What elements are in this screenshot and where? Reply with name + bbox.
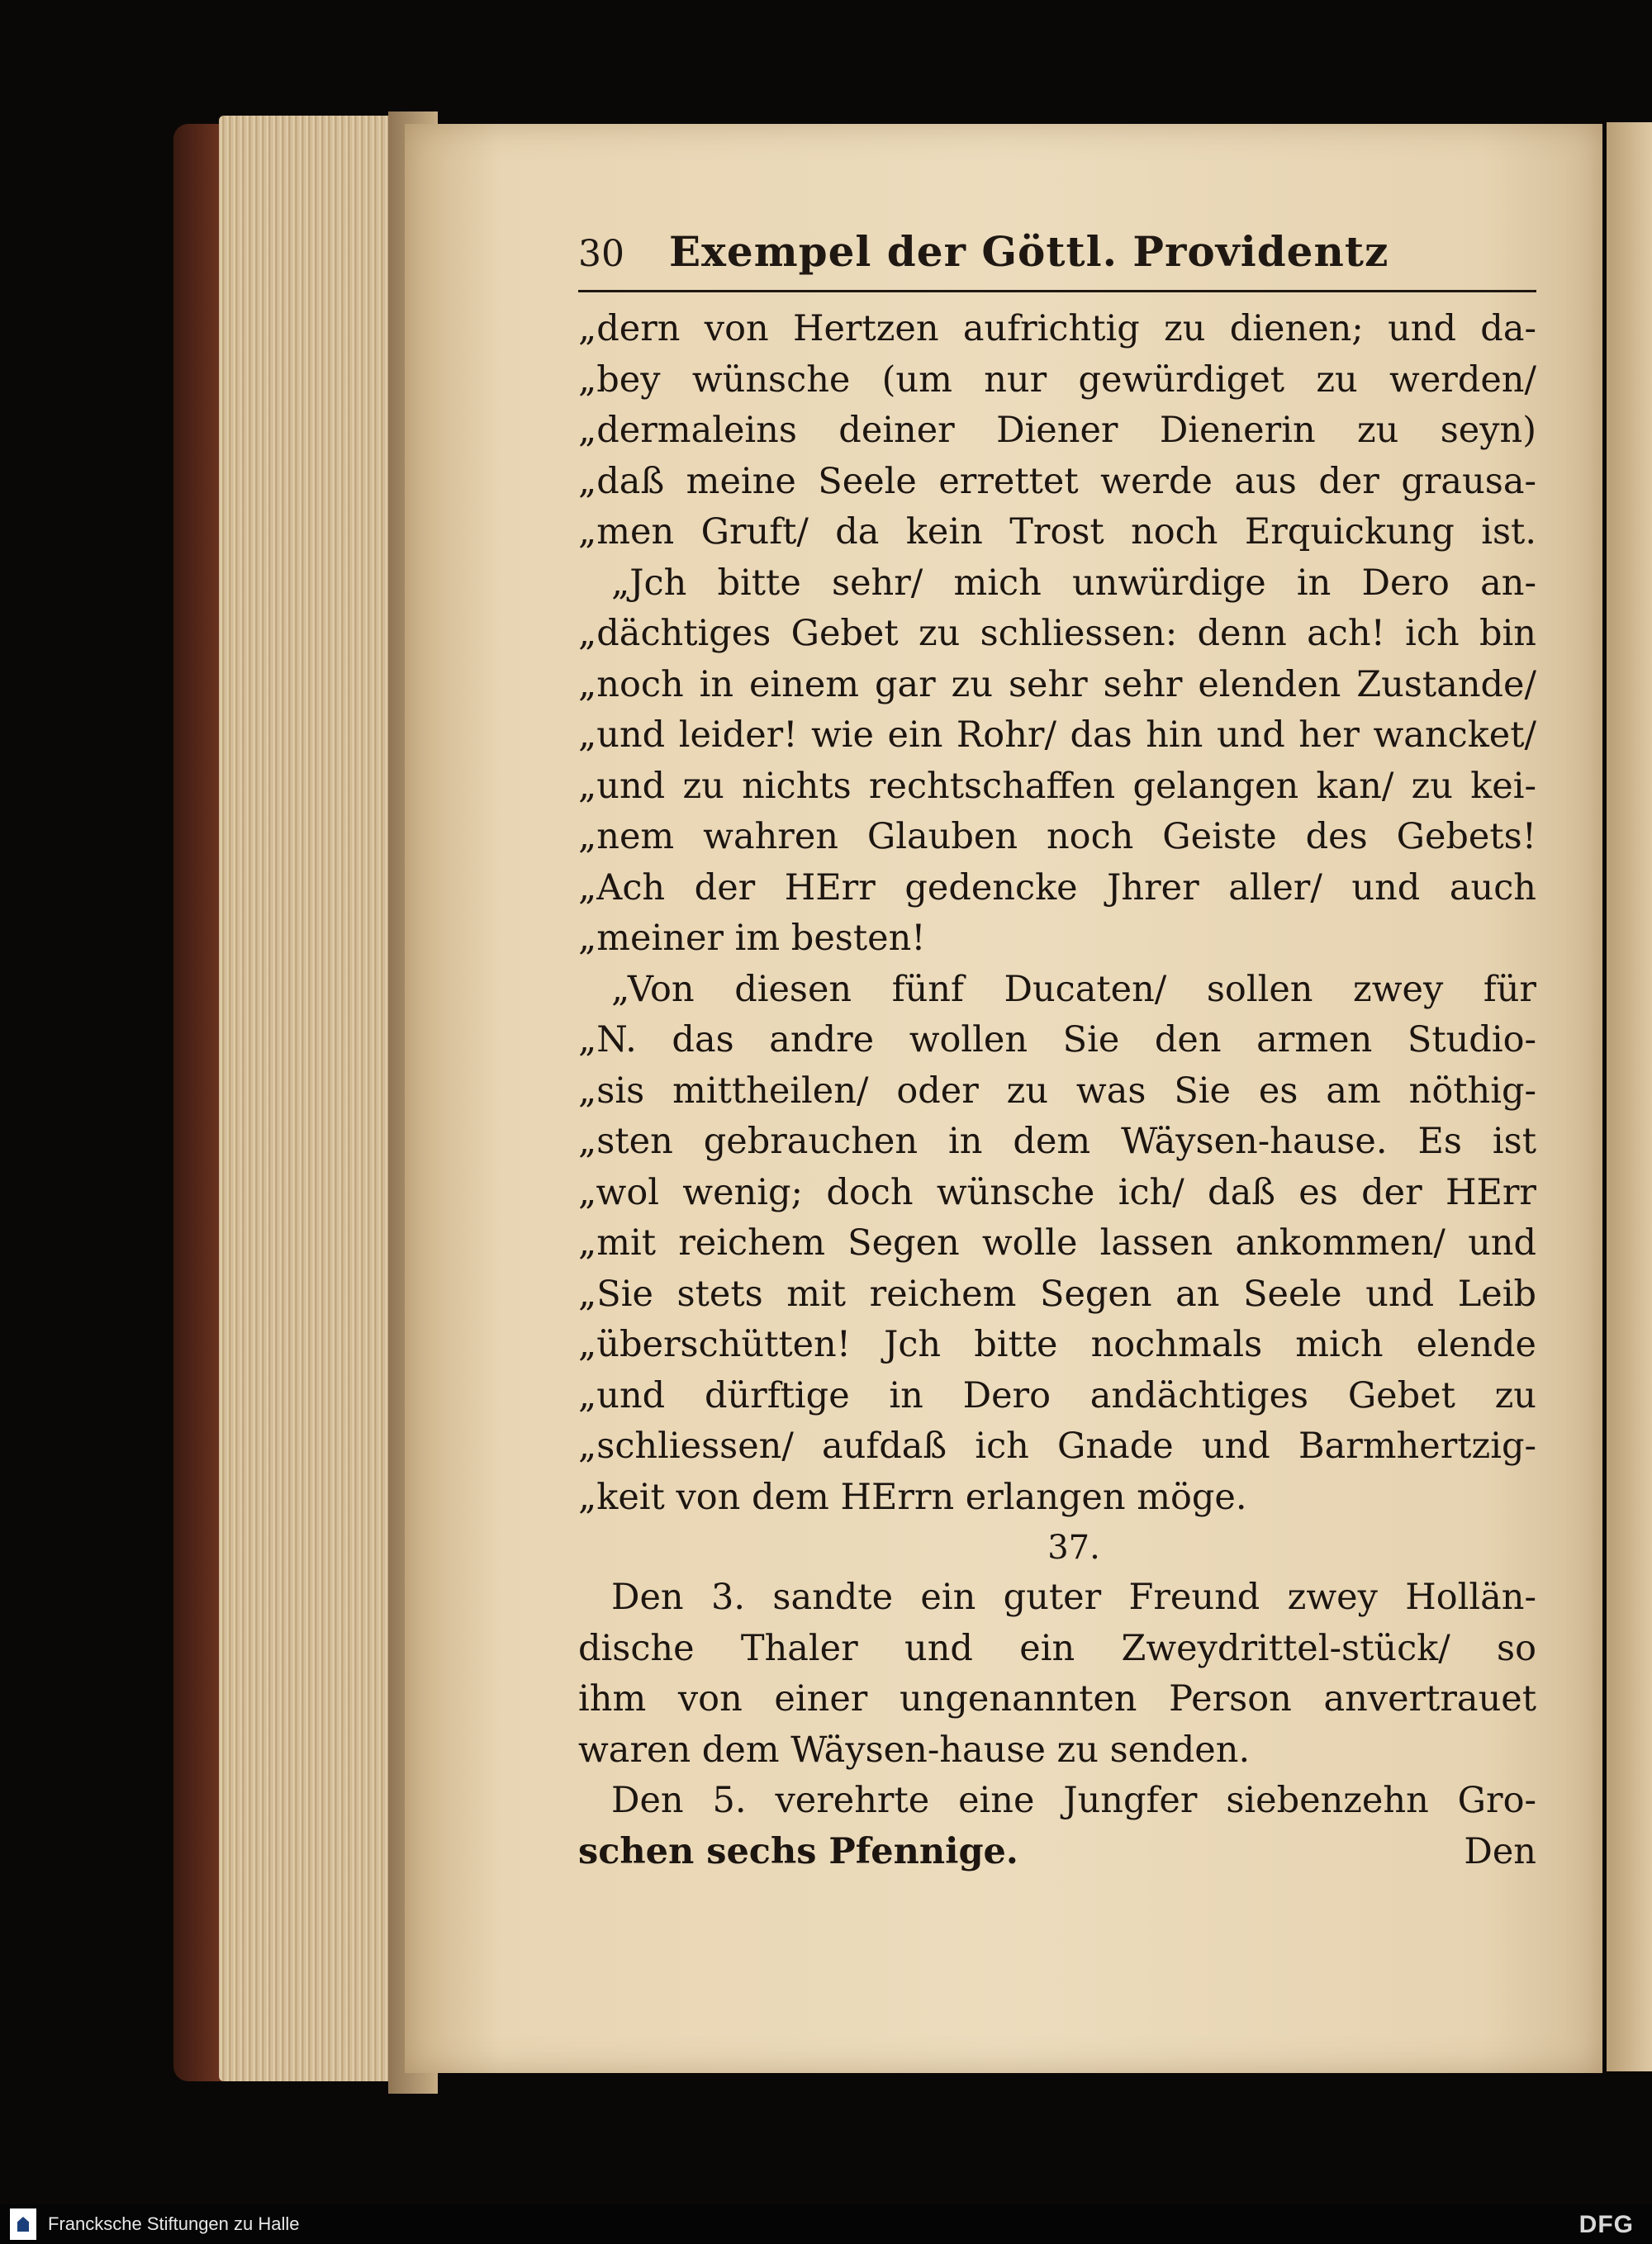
text-line: „men Gruft/ da kein Trost noch Erquickung ist. bbox=[578, 511, 1536, 553]
running-head-title: Exempel der Göttl. Providentz bbox=[669, 227, 1389, 276]
page-stack-edges bbox=[219, 116, 409, 2081]
section-number: 37. bbox=[1047, 1529, 1100, 1567]
text-line: „daß meine Seele errettet werde aus der grausa- bbox=[578, 460, 1536, 502]
text-line: Den 3. sandte ein guter Freund zwey Hollän- bbox=[611, 1577, 1536, 1618]
text-line: waren dem Wäysen-hause zu senden. bbox=[578, 1729, 1251, 1771]
text-line: schen sechs Pfennige. bbox=[578, 1830, 1018, 1872]
text-line: „und leider! wie ein Rohr/ das hin und her wancket/ bbox=[578, 714, 1536, 756]
text-line: „und zu nichts rechtschaffen gelangen kan/ zu kei- bbox=[578, 765, 1536, 807]
text-line: dische Thaler und ein Zweydrittel-stück/ so bbox=[578, 1627, 1536, 1669]
institution-logo-icon bbox=[10, 2208, 36, 2240]
text-line: „dermaleins deiner Diener Dienerin zu seyn) bbox=[578, 410, 1536, 451]
text-line: „mit reichem Segen wolle lassen ankommen/ und bbox=[578, 1222, 1536, 1264]
text-line: „keit von dem HErrn erlangen möge. bbox=[578, 1476, 1247, 1518]
text-line: „dern von Hertzen aufrichtig zu dienen; und da- bbox=[578, 308, 1536, 349]
facing-page-edge bbox=[1607, 122, 1652, 2071]
text-line: „schliessen/ aufdaß ich Gnade und Barmhertzig- bbox=[578, 1426, 1536, 1467]
text-line: „wol wenig; doch wünsche ich/ daß es der HErr bbox=[578, 1171, 1536, 1213]
text-line: „und dürftige in Dero andächtiges Gebet zu bbox=[578, 1374, 1536, 1416]
page-content bbox=[578, 227, 1536, 1877]
building-icon bbox=[17, 2217, 29, 2232]
text-line: „bey wünsche (um nur gewürdiget zu werden/ bbox=[578, 358, 1536, 401]
viewer-footer bbox=[0, 2204, 1652, 2244]
final-line bbox=[578, 1827, 1536, 1878]
text-line: „Jch bitte sehr/ mich unwürdige in Dero an- bbox=[611, 562, 1536, 604]
text-line: ihm von einer ungenannten Person anvertrauet bbox=[578, 1678, 1536, 1720]
text-line: „sten gebrauchen in dem Wäysen-hause. Es ist bbox=[578, 1121, 1536, 1162]
text-line: „nem wahren Glauben noch Geiste des Gebets! bbox=[578, 816, 1536, 857]
text-line: „überschütten! Jch bitte nochmals mich elende bbox=[578, 1324, 1536, 1365]
text-line: „sis mittheilen/ oder zu was Sie es am nöthig- bbox=[578, 1070, 1536, 1112]
text-line: „dächtiges Gebet zu schliessen: denn ach! ich bin bbox=[578, 613, 1536, 654]
text-line: „Von diesen fünf Ducaten/ sollen zwey für bbox=[611, 968, 1536, 1010]
dfg-logo: DFG bbox=[1578, 2211, 1634, 2238]
text-line: „Sie stets mit reichem Segen an Seele und Leib bbox=[578, 1273, 1536, 1315]
page-number: 30 bbox=[578, 233, 624, 275]
institution-name: Francksche Stiftungen zu Halle bbox=[48, 2213, 300, 2234]
book-page bbox=[405, 124, 1602, 2073]
text-line: „noch in einem gar zu sehr sehr elenden Zustande/ bbox=[578, 663, 1536, 705]
running-head bbox=[578, 227, 1536, 292]
text-line: „N. das andre wollen Sie den armen Studio- bbox=[578, 1019, 1536, 1060]
text-line: „meiner im besten! bbox=[578, 918, 926, 959]
catchword: Den bbox=[1464, 1830, 1536, 1872]
text-line: Den 5. verehrte eine Jungfer siebenzehn Gro- bbox=[611, 1780, 1536, 1821]
text-line: „Ach der HErr gedencke Jhrer aller/ und auch bbox=[578, 866, 1536, 909]
